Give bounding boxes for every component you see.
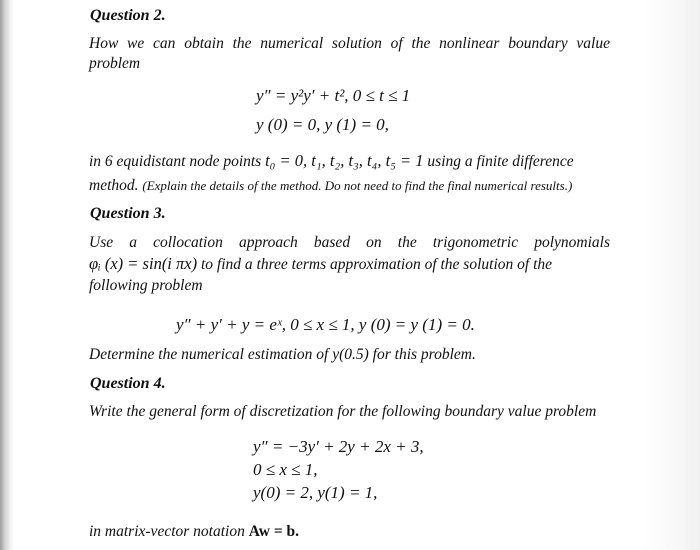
page-left-shadow [0, 0, 14, 550]
nodes-math: t₀ = 0, t₁, t₂, t₃, t₄, t₅ = 1 [265, 151, 424, 170]
question-3-text-line-2 [89, 254, 552, 275]
question-3-line-2-rest: to find a three terms approximation of the solution of the [200, 256, 553, 273]
question-3-text-line-1: Use a collocation approach based on the trigonometric polynomials [89, 234, 610, 251]
question-3-heading: Question 3. [90, 205, 166, 222]
question-2-equation-bc: y (0) = 0, y (1) = 0, [256, 115, 389, 134]
matrix-equation: Aw = b. [248, 523, 300, 540]
nodes-text-post: using a finite difference [427, 153, 574, 170]
question-2-text-line-1: How we can obtain the numerical solution of the nonlinear boundary value [89, 35, 610, 52]
question-4-equation-ode: y″ = −3y′ + 2y + 2x + 3, [253, 437, 424, 456]
question-4-equation-bc: y(0) = 2, y(1) = 1, [253, 483, 378, 502]
method-note: (Explain the details of the method. Do not need to find the final numerical results.) [142, 178, 573, 193]
question-3-equation: y″ + y′ + y = eˣ, 0 ≤ x ≤ 1, y (0) = y (1) = 0. [176, 315, 475, 334]
page-right-shadow [640, 0, 700, 550]
question-2-heading: Question 2. [90, 7, 166, 24]
question-4-text-line-2 [89, 522, 299, 542]
question-4-equation-domain: 0 ≤ x ≤ 1, [253, 460, 318, 479]
question-4-heading: Question 4. [90, 375, 166, 392]
question-2-equation-ode: y″ = y²y′ + t², 0 ≤ t ≤ 1 [256, 86, 411, 105]
question-4-text-line-1: Write the general form of discretization for the following boundary value problem [89, 403, 597, 420]
question-2-text-line-2: problem [89, 55, 141, 72]
question-3-text-line-4: Determine the numerical estimation of y(0.5) for this problem. [89, 346, 476, 363]
nodes-text-pre: in 6 equidistant node points [89, 153, 262, 170]
question-2-method-line [89, 176, 572, 196]
matrix-notation-text: in matrix-vector notation [89, 523, 245, 540]
question-2-nodes-line [89, 151, 574, 172]
phi-definition: φᵢ (x) = sin(i πx) [89, 254, 198, 273]
question-3-text-line-3: following problem [89, 277, 203, 294]
method-word: method. [89, 177, 139, 194]
